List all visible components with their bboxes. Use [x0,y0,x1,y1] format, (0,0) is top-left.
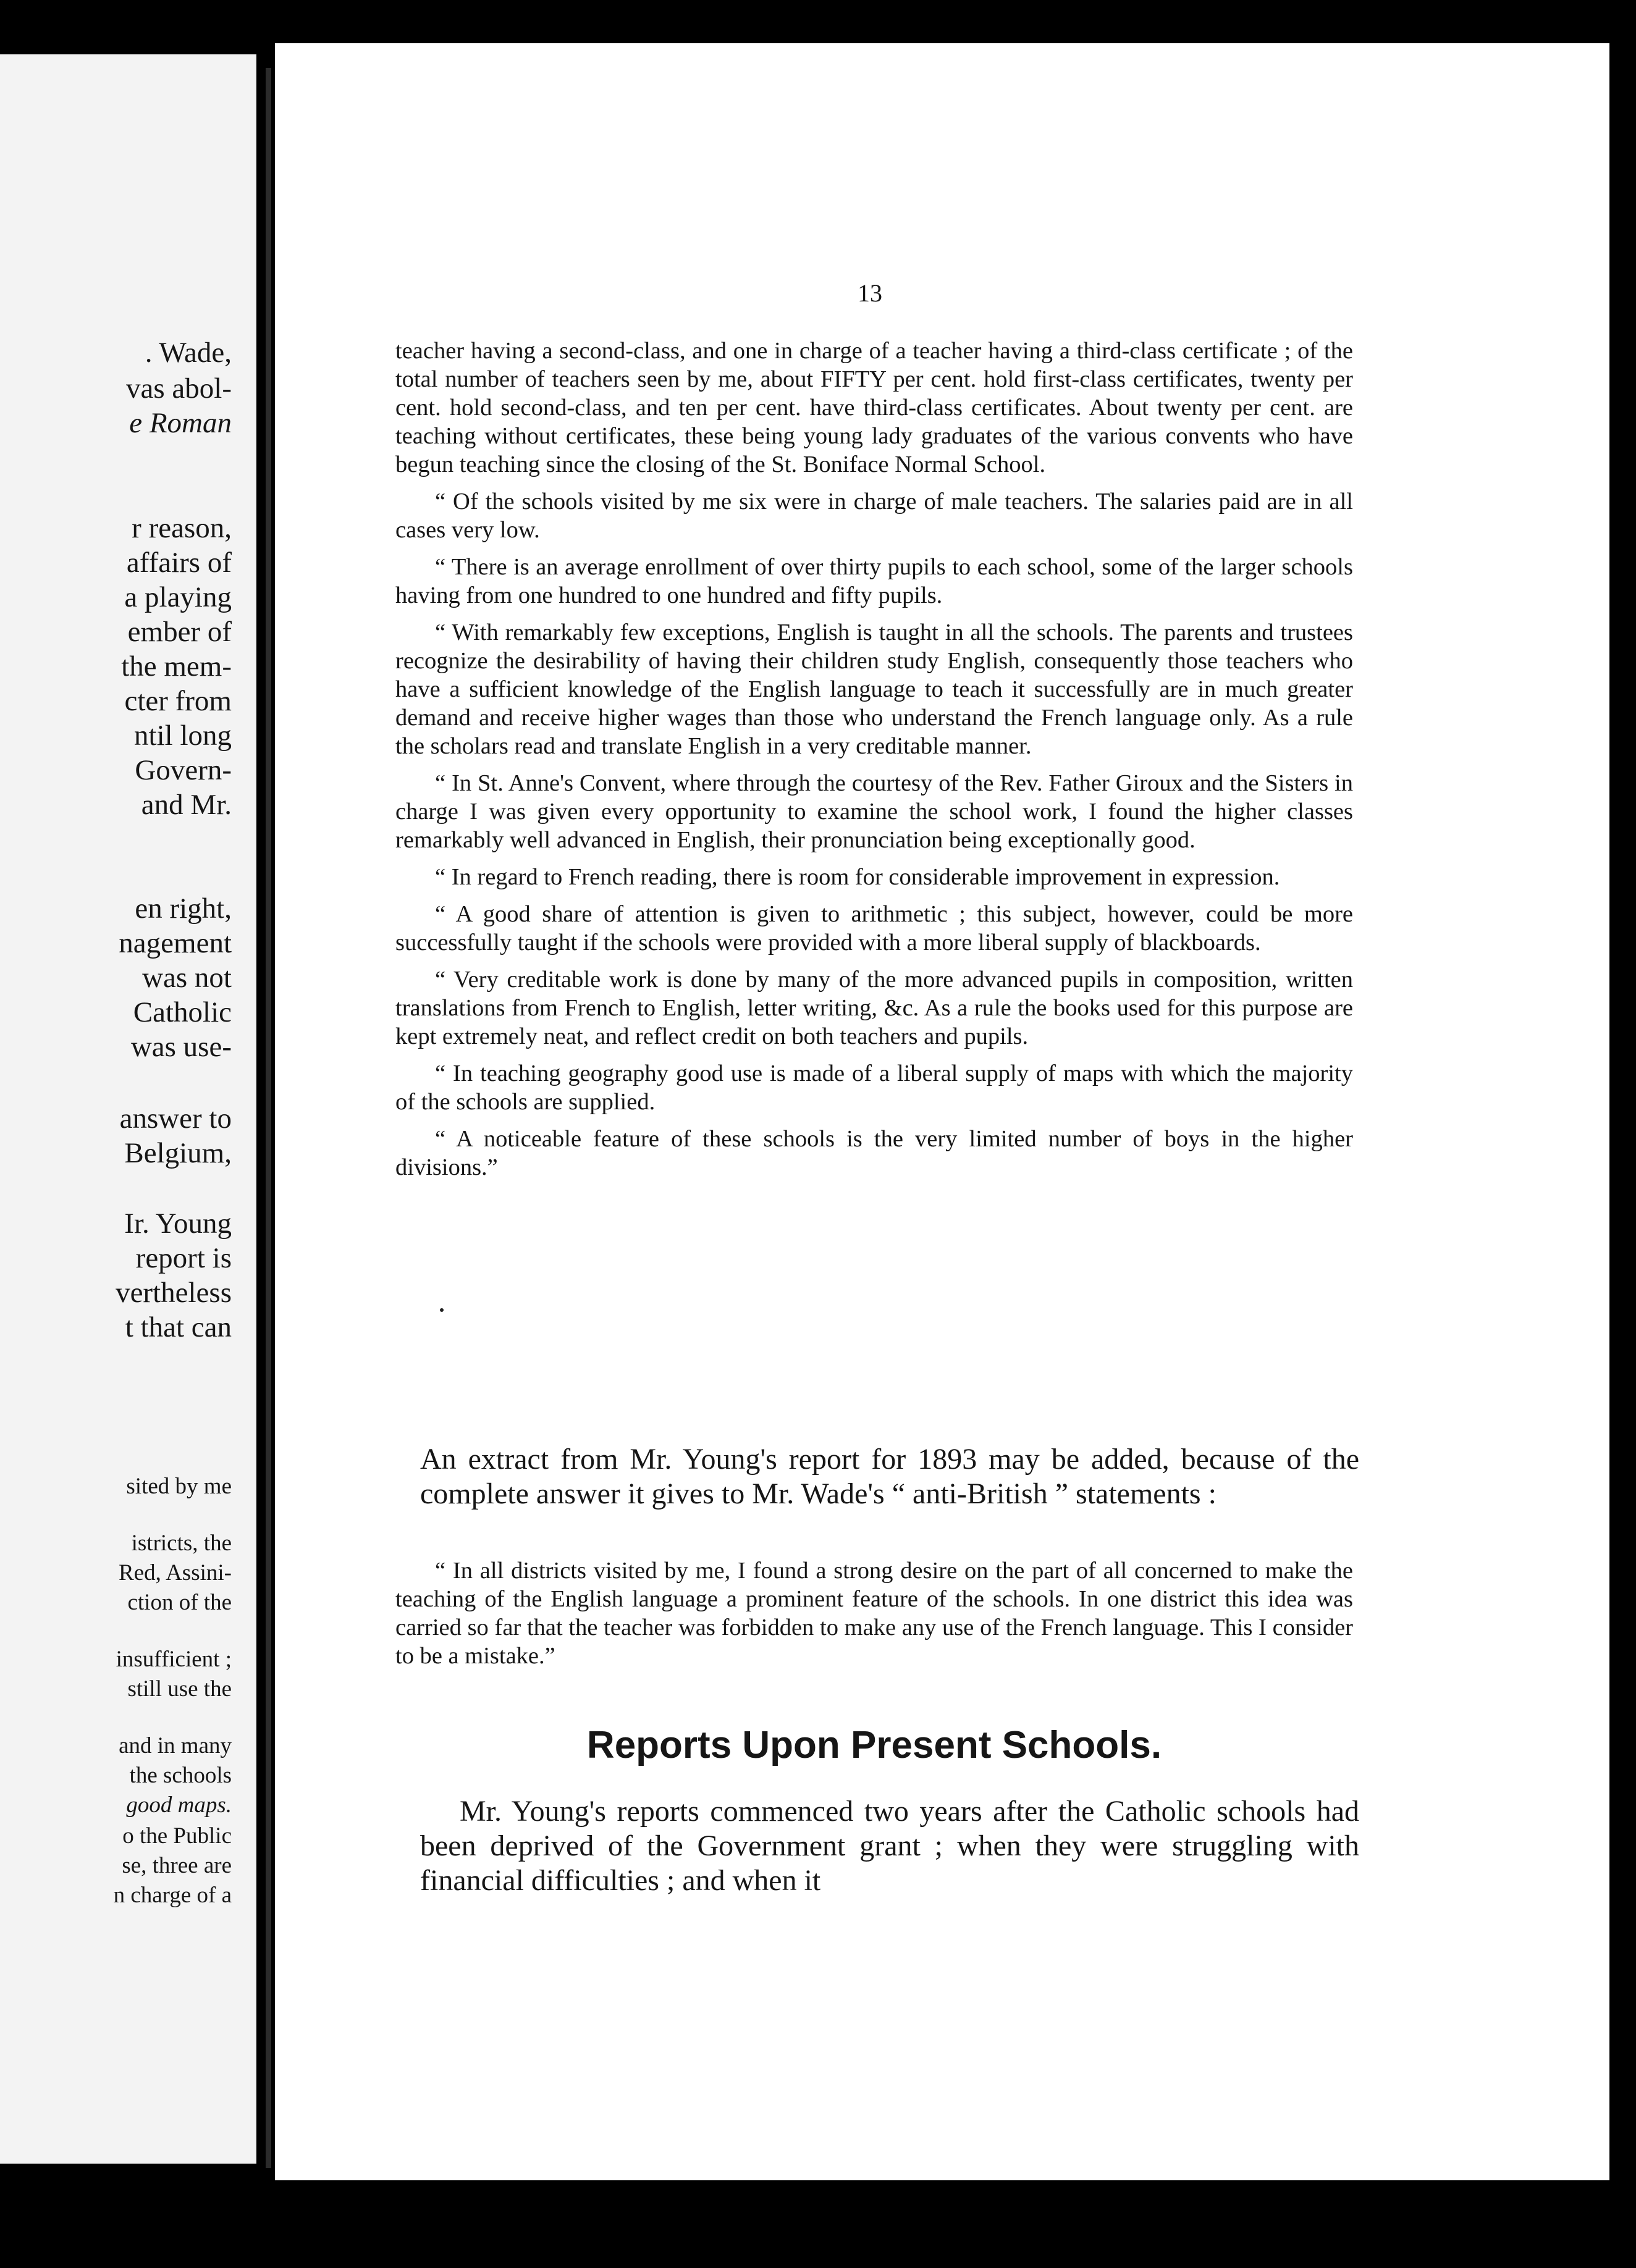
stray-dot [440,1308,444,1312]
left-fragment: was not [142,962,232,994]
left-fragment: en right, [135,892,232,925]
closing-paragraph: Mr. Young's reports commenced two years after the Catholic schools had been deprived of the Government grant ; when they were struggling with financial difficulties ; and when it [420,1795,1359,1897]
left-fragment: insufficient ; [116,1647,232,1672]
left-fragment: answer to [119,1102,232,1135]
paragraph: “ In St. Anne's Convent, where through the courtesy of the Rev. Father Giroux and the Sisters in charge I was given every opportunity to examine the school work, I found the higher classes remarkably well advanced in English, their pronunciation being exceptionally good. [395,770,1353,853]
paragraph: “ Very creditable work is done by many of the more advanced pupils in composition, written translations from French to English, letter writing, &c. As a rule the books used for this purpose are kept extremely neat, and reflect credit on both teachers and pupils. [395,967,1353,1049]
paragraph: “ Of the schools visited by me six were in charge of male teachers. The salaries paid are in all cases very low. [395,489,1353,543]
left-fragment: was use- [130,1031,232,1063]
section-heading: Reports Upon Present Schools. [586,1724,1162,1766]
left-fragment: se, three are [122,1853,232,1878]
left-fragment: cter from [124,685,232,717]
left-fragment: istricts, the [131,1531,232,1556]
extract-quote [395,1556,1353,1679]
left-fragment: . Wade, [145,337,232,369]
paragraph: “ A good share of attention is given to arithmetic ; this subject, however, could be more successfully taught if the schools were provided with a more liberal supply of blackboards. [395,901,1353,956]
left-fragment: o the Public [122,1823,232,1849]
extract-intro: An extract from Mr. Young's report for 1893 may be added, because of the complete answer it gives to Mr. Wade's “ anti-British ” statements : [420,1443,1359,1510]
left-fragment: nagement [119,927,232,959]
left-fragment: good maps. [126,1792,232,1818]
paragraph: “ In all districts visited by me, I found a strong desire on the part of all concerned to make the teaching of the English language a prominent feature of the schools. In one district this idea was carried so far that the teacher was forbidden to make any use of the French language. This I consider to be a mistake.” [395,1558,1353,1669]
paragraph: “ There is an average enrollment of over thirty pupils to each school, some of the larger schools having from one hundred to one hundred and fifty pupils. [395,554,1353,608]
left-fragment: ember of [127,616,232,648]
left-page [0,54,256,2164]
paragraph: “ In teaching geography good use is made of a liberal supply of maps with which the majority of the schools are supplied. [395,1060,1353,1115]
paragraph: “ A noticeable feature of these schools is the very limited number of boys in the higher divisions.” [395,1126,1353,1180]
left-fragment: e Roman [129,407,232,439]
left-fragment: Govern- [135,754,232,786]
left-fragment: the mem- [121,650,232,682]
left-fragment: a playing [124,581,232,613]
left-fragment: still use the [127,1676,232,1702]
left-fragment: n charge of a [113,1883,232,1908]
page-gutter [266,68,271,2168]
left-fragment: ntil long [134,720,232,752]
left-fragment: the schools [129,1763,232,1788]
left-fragment: ction of the [127,1590,232,1615]
paragraph: “ With remarkably few exceptions, English is taught in all the schools. The parents and trustees recognize the desirability of having their children study English, consequently those teachers who have a sufficient knowledge of the English language to teach it successfully are in much greater demand and receive higher wages than those who understand the French language only. As a rule the scholars read and translate English in a very creditable manner. [395,620,1353,759]
left-fragment: r reason, [132,512,232,544]
left-fragment: affairs of [126,547,232,579]
left-fragment: report is [135,1242,232,1274]
paragraph: “ In regard to French reading, there is room for considerable improvement in expression. [435,864,1280,890]
left-fragment: Ir. Young [124,1208,232,1240]
left-fragment: vertheless [116,1277,232,1309]
left-fragment: Catholic [133,996,232,1028]
left-fragment: and Mr. [141,789,232,821]
left-fragment: t that can [125,1311,232,1343]
left-fragment: vas abol- [126,372,232,405]
left-fragment: and in many [119,1733,232,1758]
left-fragment: Belgium, [124,1137,232,1169]
left-fragment: Red, Assini- [119,1560,232,1586]
paragraph: teacher having a second-class, and one in charge of a teacher having a third-class certificate ; of the total number of teachers seen by me, about FIFTY per cent. hold first-class certificates, twenty per cent. hold second-class, and ten per cent. have third-class certificates. About twenty per cent. are teaching without certificates, these being young lady graduates of the various convents who have begun teaching since the closing of the St. Boniface Normal School. [395,338,1353,477]
page-number: 13 [858,279,882,307]
quoted-report-text [395,337,1353,1190]
left-fragment: sited by me [126,1474,232,1499]
